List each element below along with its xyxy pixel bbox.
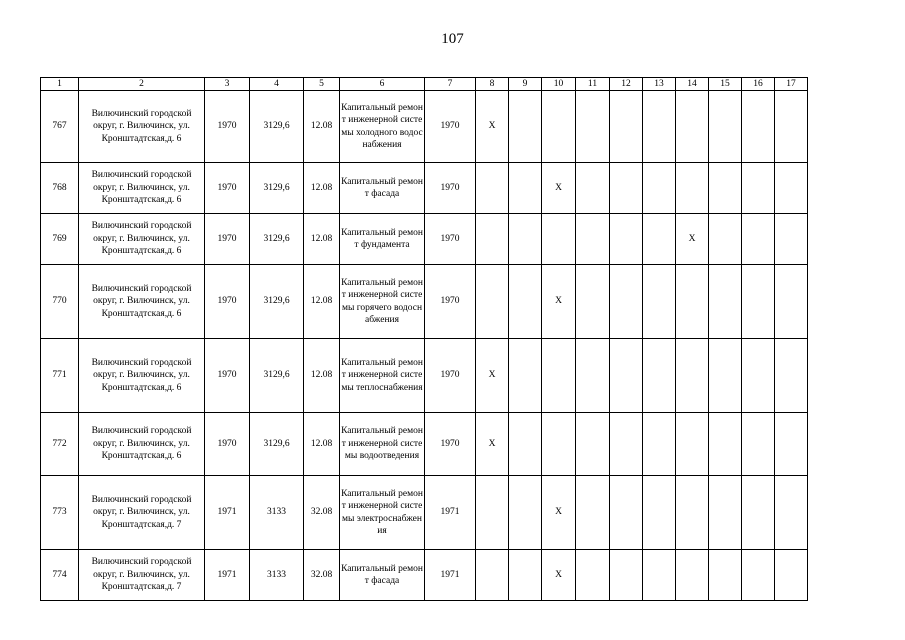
mark-cell (775, 339, 808, 413)
address-cell: Вилючинский городской округ, г. Вилючинск, ул. Кронштадтская,д. 6 (79, 413, 205, 476)
mark-cell (643, 265, 676, 339)
mark-cell (643, 163, 676, 214)
mark-cell (742, 163, 775, 214)
code-cell: 32.08 (304, 476, 340, 550)
mark-cell (576, 339, 610, 413)
mark-cell (643, 476, 676, 550)
year-cell: 1971 (205, 476, 250, 550)
column-header: 16 (742, 78, 775, 91)
code-cell: 12.08 (304, 91, 340, 163)
mark-cell (610, 476, 643, 550)
mark-cell (509, 476, 542, 550)
mark-cell (542, 214, 576, 265)
mark-cell (676, 476, 709, 550)
mark-cell (610, 413, 643, 476)
year-cell: 1970 (205, 339, 250, 413)
column-header: 13 (643, 78, 676, 91)
mark-cell (775, 550, 808, 601)
row-number-cell: 767 (41, 91, 79, 163)
work-type-cell: Капитальный ремонт инженерной системы теплоснабжения (340, 339, 425, 413)
column-header: 7 (425, 78, 476, 91)
mark-cell (610, 339, 643, 413)
mark-cell (610, 214, 643, 265)
area-cell: 3133 (250, 550, 304, 601)
mark-cell (775, 265, 808, 339)
mark-cell (610, 163, 643, 214)
mark-cell (643, 550, 676, 601)
mark-cell (709, 163, 742, 214)
table-row (41, 214, 808, 265)
address-cell: Вилючинский городской округ, г. Вилючинск, ул. Кронштадтская,д. 7 (79, 550, 205, 601)
address-cell: Вилючинский городской округ, г. Вилючинск, ул. Кронштадтская,д. 6 (79, 214, 205, 265)
mark-cell (509, 163, 542, 214)
mark-cell (643, 413, 676, 476)
address-cell: Вилючинский городской округ, г. Вилючинск, ул. Кронштадтская,д. 6 (79, 265, 205, 339)
repair-year-cell: 1970 (425, 163, 476, 214)
column-header: 12 (610, 78, 643, 91)
row-number-cell: 768 (41, 163, 79, 214)
year-cell: 1970 (205, 265, 250, 339)
column-header: 1 (41, 78, 79, 91)
mark-cell (742, 214, 775, 265)
mark-cell (610, 265, 643, 339)
code-cell: 12.08 (304, 413, 340, 476)
column-header: 2 (79, 78, 205, 91)
repair-year-cell: 1971 (425, 550, 476, 601)
mark-cell (542, 339, 576, 413)
mark-cell: X (476, 91, 509, 163)
repair-table (40, 77, 808, 601)
area-cell: 3129,6 (250, 91, 304, 163)
column-header: 3 (205, 78, 250, 91)
area-cell: 3129,6 (250, 413, 304, 476)
mark-cell (576, 413, 610, 476)
table-row (41, 265, 808, 339)
column-header: 4 (250, 78, 304, 91)
mark-cell (676, 91, 709, 163)
mark-cell (542, 413, 576, 476)
area-cell: 3129,6 (250, 214, 304, 265)
mark-cell (775, 214, 808, 265)
mark-cell (476, 265, 509, 339)
repair-year-cell: 1971 (425, 476, 476, 550)
mark-cell (709, 550, 742, 601)
table-row (41, 413, 808, 476)
mark-cell (610, 550, 643, 601)
mark-cell (709, 214, 742, 265)
column-header: 14 (676, 78, 709, 91)
mark-cell (643, 214, 676, 265)
area-cell: 3129,6 (250, 339, 304, 413)
column-header: 6 (340, 78, 425, 91)
repair-year-cell: 1970 (425, 339, 476, 413)
mark-cell (576, 476, 610, 550)
mark-cell (509, 214, 542, 265)
work-type-cell: Капитальный ремонт инженерной системы горячего водоснабжения (340, 265, 425, 339)
code-cell: 12.08 (304, 265, 340, 339)
row-number-cell: 769 (41, 214, 79, 265)
table-row (41, 339, 808, 413)
mark-cell (709, 339, 742, 413)
mark-cell: X (542, 163, 576, 214)
mark-cell (542, 91, 576, 163)
mark-cell: X (542, 476, 576, 550)
mark-cell: X (542, 265, 576, 339)
work-type-cell: Капитальный ремонт инженерной системы холодного водоснабжения (340, 91, 425, 163)
column-header: 17 (775, 78, 808, 91)
column-header: 5 (304, 78, 340, 91)
mark-cell (576, 265, 610, 339)
mark-cell (576, 163, 610, 214)
area-cell: 3133 (250, 476, 304, 550)
repair-year-cell: 1970 (425, 413, 476, 476)
code-cell: 12.08 (304, 339, 340, 413)
work-type-cell: Капитальный ремонт фасада (340, 163, 425, 214)
table-row (41, 476, 808, 550)
repair-year-cell: 1970 (425, 214, 476, 265)
mark-cell (509, 550, 542, 601)
mark-cell (576, 550, 610, 601)
column-header: 10 (542, 78, 576, 91)
row-number-cell: 773 (41, 476, 79, 550)
mark-cell (676, 265, 709, 339)
address-cell: Вилючинский городской округ, г. Вилючинск, ул. Кронштадтская,д. 6 (79, 339, 205, 413)
row-number-cell: 774 (41, 550, 79, 601)
table-row (41, 550, 808, 601)
year-cell: 1970 (205, 413, 250, 476)
mark-cell (775, 476, 808, 550)
mark-cell (775, 91, 808, 163)
mark-cell (476, 214, 509, 265)
column-header: 15 (709, 78, 742, 91)
work-type-cell: Капитальный ремонт инженерной системы электроснабжения (340, 476, 425, 550)
mark-cell (509, 339, 542, 413)
mark-cell (476, 550, 509, 601)
mark-cell (476, 476, 509, 550)
mark-cell: X (476, 339, 509, 413)
area-cell: 3129,6 (250, 265, 304, 339)
area-cell: 3129,6 (250, 163, 304, 214)
header-row (41, 78, 808, 91)
code-cell: 12.08 (304, 214, 340, 265)
mark-cell (476, 163, 509, 214)
mark-cell (576, 214, 610, 265)
mark-cell (643, 91, 676, 163)
mark-cell: X (542, 550, 576, 601)
year-cell: 1970 (205, 163, 250, 214)
row-number-cell: 772 (41, 413, 79, 476)
mark-cell (742, 265, 775, 339)
address-cell: Вилючинский городской округ, г. Вилючинск, ул. Кронштадтская,д. 7 (79, 476, 205, 550)
mark-cell (742, 550, 775, 601)
table-row (41, 91, 808, 163)
work-type-cell: Капитальный ремонт фундамента (340, 214, 425, 265)
mark-cell (742, 476, 775, 550)
mark-cell (742, 413, 775, 476)
column-header: 9 (509, 78, 542, 91)
address-cell: Вилючинский городской округ, г. Вилючинск, ул. Кронштадтская,д. 6 (79, 91, 205, 163)
mark-cell (676, 163, 709, 214)
mark-cell: X (476, 413, 509, 476)
mark-cell (643, 339, 676, 413)
mark-cell (676, 550, 709, 601)
column-header: 11 (576, 78, 610, 91)
mark-cell (509, 413, 542, 476)
column-header: 8 (476, 78, 509, 91)
mark-cell (509, 91, 542, 163)
mark-cell (742, 339, 775, 413)
work-type-cell: Капитальный ремонт фасада (340, 550, 425, 601)
mark-cell: X (676, 214, 709, 265)
mark-cell (576, 91, 610, 163)
mark-cell (610, 91, 643, 163)
mark-cell (509, 265, 542, 339)
year-cell: 1971 (205, 550, 250, 601)
row-number-cell: 771 (41, 339, 79, 413)
code-cell: 12.08 (304, 163, 340, 214)
row-number-cell: 770 (41, 265, 79, 339)
repair-year-cell: 1970 (425, 91, 476, 163)
page-number: 107 (441, 31, 464, 47)
year-cell: 1970 (205, 214, 250, 265)
code-cell: 32.08 (304, 550, 340, 601)
mark-cell (775, 163, 808, 214)
mark-cell (709, 413, 742, 476)
mark-cell (742, 91, 775, 163)
table-row (41, 163, 808, 214)
mark-cell (709, 476, 742, 550)
mark-cell (709, 91, 742, 163)
mark-cell (709, 265, 742, 339)
work-type-cell: Капитальный ремонт инженерной системы водоотведения (340, 413, 425, 476)
mark-cell (676, 339, 709, 413)
mark-cell (676, 413, 709, 476)
repair-year-cell: 1970 (425, 265, 476, 339)
mark-cell (775, 413, 808, 476)
address-cell: Вилючинский городской округ, г. Вилючинск, ул. Кронштадтская,д. 6 (79, 163, 205, 214)
year-cell: 1970 (205, 91, 250, 163)
